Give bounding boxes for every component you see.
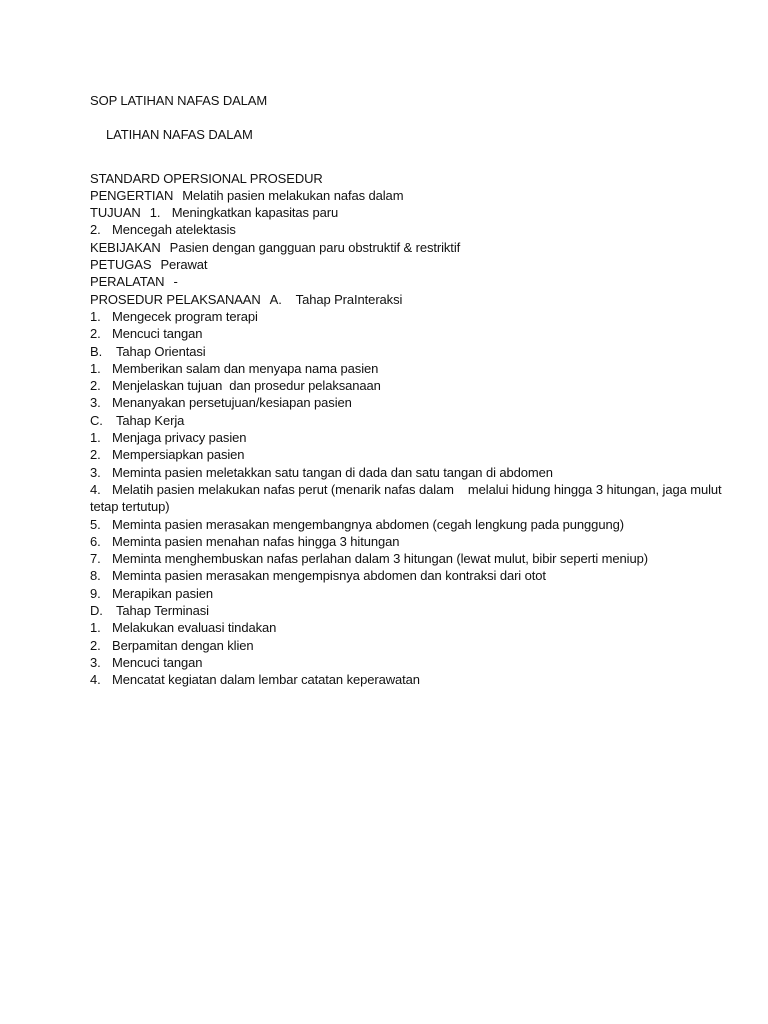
list-item-number: 7.	[90, 551, 101, 567]
document-subtitle: LATIHAN NAFAS DALAM	[106, 127, 253, 143]
list-item-number: 4.	[90, 672, 101, 688]
pengertian-label: PENGERTIAN	[90, 187, 174, 203]
peralatan-text: -	[173, 274, 178, 290]
list-item	[90, 637, 730, 654]
list-item	[90, 671, 730, 688]
list-item	[90, 377, 730, 394]
list-item-number: 2.	[90, 378, 101, 394]
list-item-number: 9.	[90, 585, 101, 601]
list-item-number: 2.	[90, 637, 101, 653]
pengertian-row	[90, 187, 730, 204]
section-letter: D.	[90, 603, 103, 619]
list-item-text: Mencuci tangan	[112, 326, 203, 342]
prosedur-label: PROSEDUR PELAKSANAAN	[90, 291, 261, 307]
petugas-text: Perawat	[160, 257, 208, 273]
list-item-number: 1.	[90, 620, 101, 636]
list-item	[90, 394, 730, 411]
list-item-number: 1.	[90, 360, 101, 376]
list-item-text: Menanyakan persetujuan/kesiapan pasien	[112, 395, 352, 411]
list-item-text: Meminta menghembuskan nafas perlahan dalam 3 hitungan (lewat mulut, bibir seperti meniup)	[112, 551, 648, 567]
list-item	[90, 446, 730, 463]
section-title: Tahap PraInteraksi	[295, 291, 403, 307]
list-item-text: Melatih pasien melakukan nafas perut (menarik nafas dalam melalui hidung hingga 3 hitungan, jaga mulut tetap tertutup)	[90, 481, 726, 515]
section-title: Tahap Terminasi	[116, 603, 209, 619]
peralatan-label: PERALATAN	[90, 274, 165, 290]
list-item-text: Mempersiapkan pasien	[112, 447, 245, 463]
list-item-text: Meminta pasien merasakan mengembangnya abdomen (cegah lengkung pada punggung)	[112, 516, 624, 532]
list-item	[90, 360, 730, 377]
list-item	[90, 619, 730, 636]
tujuan-number-2: 2.	[90, 222, 101, 238]
list-item	[90, 516, 730, 533]
tujuan-item-2: Mencegah atelektasis	[112, 222, 236, 238]
prosedur-row	[90, 291, 730, 308]
pengertian-text: Melatih pasien melakukan nafas dalam	[182, 187, 404, 203]
tujuan-item-1: Meningkatkan kapasitas paru	[171, 205, 339, 221]
peralatan-row	[90, 273, 730, 290]
standard-heading: STANDARD OPERSIONAL PROSEDUR	[90, 170, 323, 186]
section-letter: C.	[90, 412, 103, 428]
kebijakan-row	[90, 239, 730, 256]
list-item-text: Meminta pasien menahan nafas hingga 3 hitungan	[112, 533, 400, 549]
list-item-text: Mencatat kegiatan dalam lembar catatan keperawatan	[112, 672, 420, 688]
list-item-number: 1.	[90, 430, 101, 446]
petugas-label: PETUGAS	[90, 257, 152, 273]
list-item	[90, 567, 730, 584]
list-item	[90, 429, 730, 446]
prosedur-section	[90, 291, 730, 689]
list-item-text: Berpamitan dengan klien	[112, 637, 254, 653]
sop-document	[90, 92, 730, 689]
section-heading	[90, 602, 730, 619]
list-item	[90, 550, 730, 567]
section-heading	[90, 343, 730, 360]
list-item-number: 2.	[90, 326, 101, 342]
list-item	[90, 654, 730, 671]
list-item	[90, 308, 730, 325]
list-item-text: Menjaga privacy pasien	[112, 430, 247, 446]
list-item-number: 3.	[90, 654, 101, 670]
list-item-number: 3.	[90, 395, 101, 411]
list-item	[90, 585, 730, 602]
list-item-number: 1.	[90, 308, 101, 324]
tujuan-label: TUJUAN	[90, 205, 141, 221]
kebijakan-text: Pasien dengan gangguan paru obstruktif & restriktif	[169, 239, 461, 255]
list-item-text: Menjelaskan tujuan dan prosedur pelaksanaan	[112, 378, 381, 394]
section-heading	[90, 412, 730, 429]
list-item	[90, 464, 730, 481]
list-item	[90, 481, 730, 516]
document-title: SOP LATIHAN NAFAS DALAM	[90, 93, 268, 108]
section-title: Tahap Kerja	[116, 412, 185, 428]
list-item-text: Melakukan evaluasi tindakan	[112, 620, 277, 636]
list-item-number: 5.	[90, 516, 101, 532]
list-item-number: 8.	[90, 568, 101, 584]
list-item-text: Merapikan pasien	[112, 585, 214, 601]
list-item-text: Memberikan salam dan menyapa nama pasien	[112, 360, 379, 376]
list-item-number: 2.	[90, 447, 101, 463]
section-letter: A.	[269, 291, 282, 307]
list-item	[90, 325, 730, 342]
section-letter: B.	[90, 343, 103, 359]
kebijakan-label: KEBIJAKAN	[90, 239, 161, 255]
list-item-text: Mengecek program terapi	[112, 308, 258, 324]
list-item-text: Mencuci tangan	[112, 654, 203, 670]
list-item-text: Meminta pasien meletakkan satu tangan di dada dan satu tangan di abdomen	[112, 464, 553, 480]
list-item	[90, 533, 730, 550]
list-item-number: 3.	[90, 464, 101, 480]
list-item-number: 6.	[90, 533, 101, 549]
tujuan-row	[90, 204, 730, 221]
tujuan-number-1: 1.	[149, 205, 161, 221]
section-title: Tahap Orientasi	[116, 343, 206, 359]
tujuan-item-row-2	[90, 221, 730, 238]
list-item-text: Meminta pasien merasakan mengempisnya abdomen dan kontraksi dari otot	[112, 568, 546, 584]
list-item-number: 4.	[90, 481, 101, 497]
petugas-row	[90, 256, 730, 273]
